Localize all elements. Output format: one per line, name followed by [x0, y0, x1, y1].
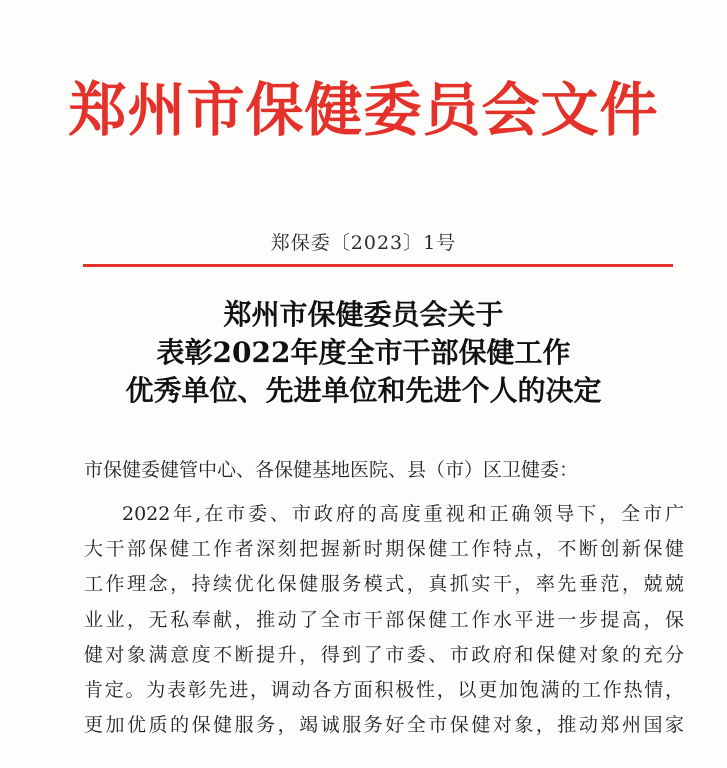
document-title [0, 296, 727, 410]
body-line: 肯定。为表彰先进，调动各方面积极性，以更加饱满的工作热情， [84, 678, 684, 701]
body-line: 2022年,在市委、市政府的高度重视和正确领导下，全市广 [122, 503, 684, 525]
body-paragraph [84, 497, 684, 743]
document-header-title: 郑州市保健委员会文件 [68, 76, 659, 144]
title-line-2: 表彰2022年度全市干部保健工作 [156, 336, 571, 369]
title-line-1: 郑州市保健委员会关于 [223, 298, 504, 331]
red-divider-rule [83, 264, 673, 267]
body-line: 业业，无私奉献，推动了全市干部保健工作水平进一步提高，保 [84, 608, 684, 631]
document-number: 郑保委〔2023〕1号 [270, 232, 457, 254]
body-line: 工作理念，持续优化保健服务模式，真抓实干，率先垂范，兢兢 [84, 573, 684, 596]
addressee-line: 市保健委健管中心、各保健基地医院、县（市）区卫健委： [84, 459, 579, 481]
body-line: 更加优质的保健服务，竭诚服务好全市保健对象，推动郑州国家 [84, 714, 684, 737]
body-line: 健对象满意度不断提升，得到了市委、市政府和保健对象的充分 [84, 643, 684, 666]
title-line-3: 优秀单位、先进单位和先进个人的决定 [125, 374, 602, 407]
body-line: 大干部保健工作者深刻把握新时期保健工作特点，不断创新保健 [84, 538, 684, 561]
